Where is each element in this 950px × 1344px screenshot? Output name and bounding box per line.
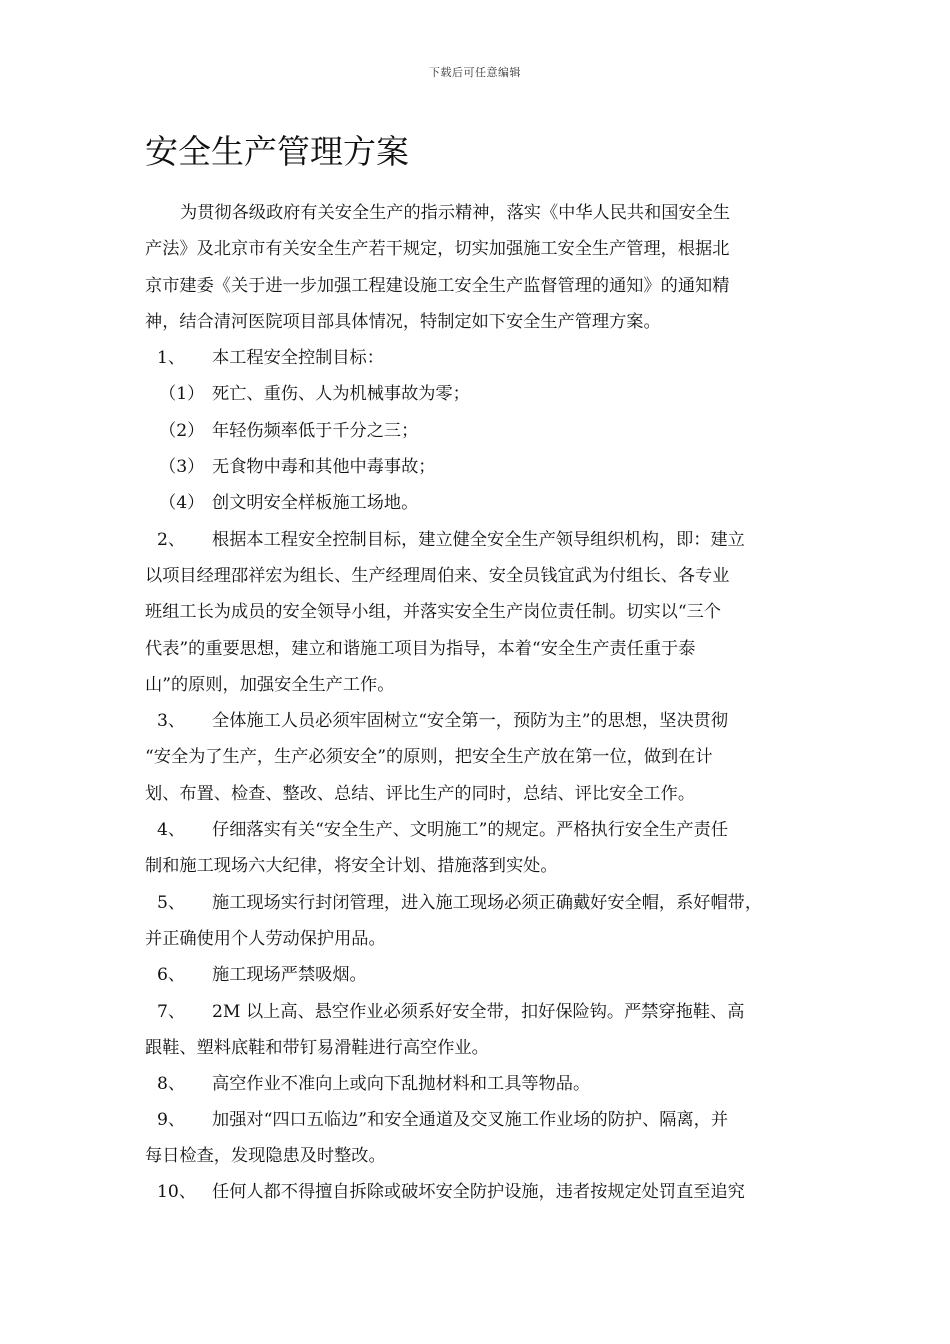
item-number: 3、 <box>157 711 186 732</box>
line-text: 施工现场实行封闭管理，进入施工现场必须正确戴好安全帽，系好帽带， <box>212 892 763 913</box>
document-body <box>145 195 818 1210</box>
line-text: 施工现场严禁吸烟。 <box>212 965 367 986</box>
list-item <box>145 1066 818 1102</box>
list-item <box>145 413 818 449</box>
paragraph-line <box>145 921 818 957</box>
paragraph-line <box>145 1030 818 1066</box>
paragraph-line <box>145 268 818 304</box>
paragraph-line <box>145 848 818 884</box>
item-number: 7、 <box>157 1001 186 1022</box>
item-number: 6、 <box>157 965 186 986</box>
list-item <box>145 376 818 412</box>
paragraph-line <box>145 631 818 667</box>
line-text: 任何人都不得擅自拆除或破坏安全防护设施，违者按规定处罚直至追究 <box>212 1181 745 1202</box>
list-item <box>145 449 818 485</box>
item-number: 9、 <box>157 1109 186 1130</box>
paragraph-line <box>145 776 818 812</box>
line-text: 划、布置、检查、整改、总结、评比生产的同时，总结、评比安全工作。 <box>145 783 696 804</box>
line-text: 跟鞋、塑料底鞋和带钉易滑鞋进行高空作业。 <box>145 1037 489 1058</box>
line-text: 并正确使用个人劳动保护用品。 <box>145 928 386 949</box>
line-text: 产法》及北京市有关安全生产若干规定，切实加强施工安全生产管理，根据北 <box>145 239 730 260</box>
list-item <box>145 703 818 739</box>
line-text: 山”的原则，加强安全生产工作。 <box>145 674 395 695</box>
line-text: 高空作业不准向上或向下乱抛材料和工具等物品。 <box>212 1073 591 1094</box>
list-item <box>145 994 818 1030</box>
paragraph-line <box>145 594 818 630</box>
item-number: （3） <box>159 457 205 478</box>
line-text: 制和施工现场六大纪律，将安全计划、措施落到实处。 <box>145 856 558 877</box>
line-text: 全体施工人员必须牢固树立“安全第一，预防为主”的思想，坚决贯彻 <box>212 711 729 732</box>
header-watermark: 下载后可任意编辑 <box>429 66 521 79</box>
item-number: （4） <box>159 493 205 514</box>
line-text: 2M 以上高、悬空作业必须系好安全带，扣好保险钩。严禁穿拖鞋、高 <box>212 1001 745 1022</box>
paragraph-line <box>145 1138 818 1174</box>
paragraph-line <box>145 667 818 703</box>
line-text: 年轻伤频率低于千分之三； <box>212 420 419 441</box>
line-text: 神，结合清河医院项目部具体情况，特制定如下安全生产管理方案。 <box>145 311 661 332</box>
line-text: 加强对“四口五临边”和安全通道及交叉施工作业场的防护、隔离，并 <box>212 1109 729 1130</box>
item-number: 1、 <box>157 348 186 369</box>
list-item <box>145 1174 818 1210</box>
list-item <box>145 485 818 521</box>
line-text: 仔细落实有关“安全生产、文明施工”的规定。严格执行安全生产责任 <box>212 820 729 841</box>
paragraph-line <box>145 304 818 340</box>
list-item <box>145 1102 818 1138</box>
line-text: 本工程安全控制目标： <box>212 348 384 369</box>
line-text: 创文明安全样板施工场地。 <box>212 493 419 514</box>
line-text: 以项目经理邵祥宏为组长、生产经理周伯来、安全员钱宜武为付组长、各专业 <box>145 565 730 586</box>
line-text: 死亡、重伤、人为机械事故为零； <box>212 384 470 405</box>
item-number: 2、 <box>157 529 186 550</box>
list-item <box>145 812 818 848</box>
line-text: 班组工长为成员的安全领导小组，并落实安全生产岗位责任制。切实以“三个 <box>145 602 721 623</box>
paragraph-line <box>145 195 818 231</box>
item-number: 4、 <box>157 820 186 841</box>
list-item <box>145 885 818 921</box>
line-text: 为贯彻各级政府有关安全生产的指示精神，落实《中华人民共和国安全生 <box>180 203 731 223</box>
paragraph-line <box>145 231 818 267</box>
line-text: “安全为了生产，生产必须安全”的原则，把安全生产放在第一位，做到在计 <box>145 747 713 768</box>
item-number: 5、 <box>157 892 186 913</box>
paragraph-line <box>145 739 818 775</box>
item-number: （2） <box>159 420 205 441</box>
list-item <box>145 957 818 993</box>
item-number: 8、 <box>157 1073 186 1094</box>
item-number: （1） <box>159 384 205 405</box>
line-text: 根据本工程安全控制目标，建立健全安全生产领导组织机构，即：建立 <box>212 529 745 550</box>
line-text: 每日检查，发现隐患及时整改。 <box>145 1145 386 1166</box>
item-number: 10、 <box>157 1181 197 1202</box>
list-item <box>145 522 818 558</box>
list-item <box>145 340 818 376</box>
line-text: 京市建委《关于进一步加强工程建设施工安全生产监督管理的通知》的通知精 <box>145 275 730 296</box>
line-text: 代表”的重要思想，建立和谐施工项目为指导，本着“安全生产责任重于泰 <box>145 638 696 659</box>
paragraph-line <box>145 558 818 594</box>
line-text: 无食物中毒和其他中毒事故； <box>212 457 436 478</box>
page-title: 安全生产管理方案 <box>145 132 409 171</box>
